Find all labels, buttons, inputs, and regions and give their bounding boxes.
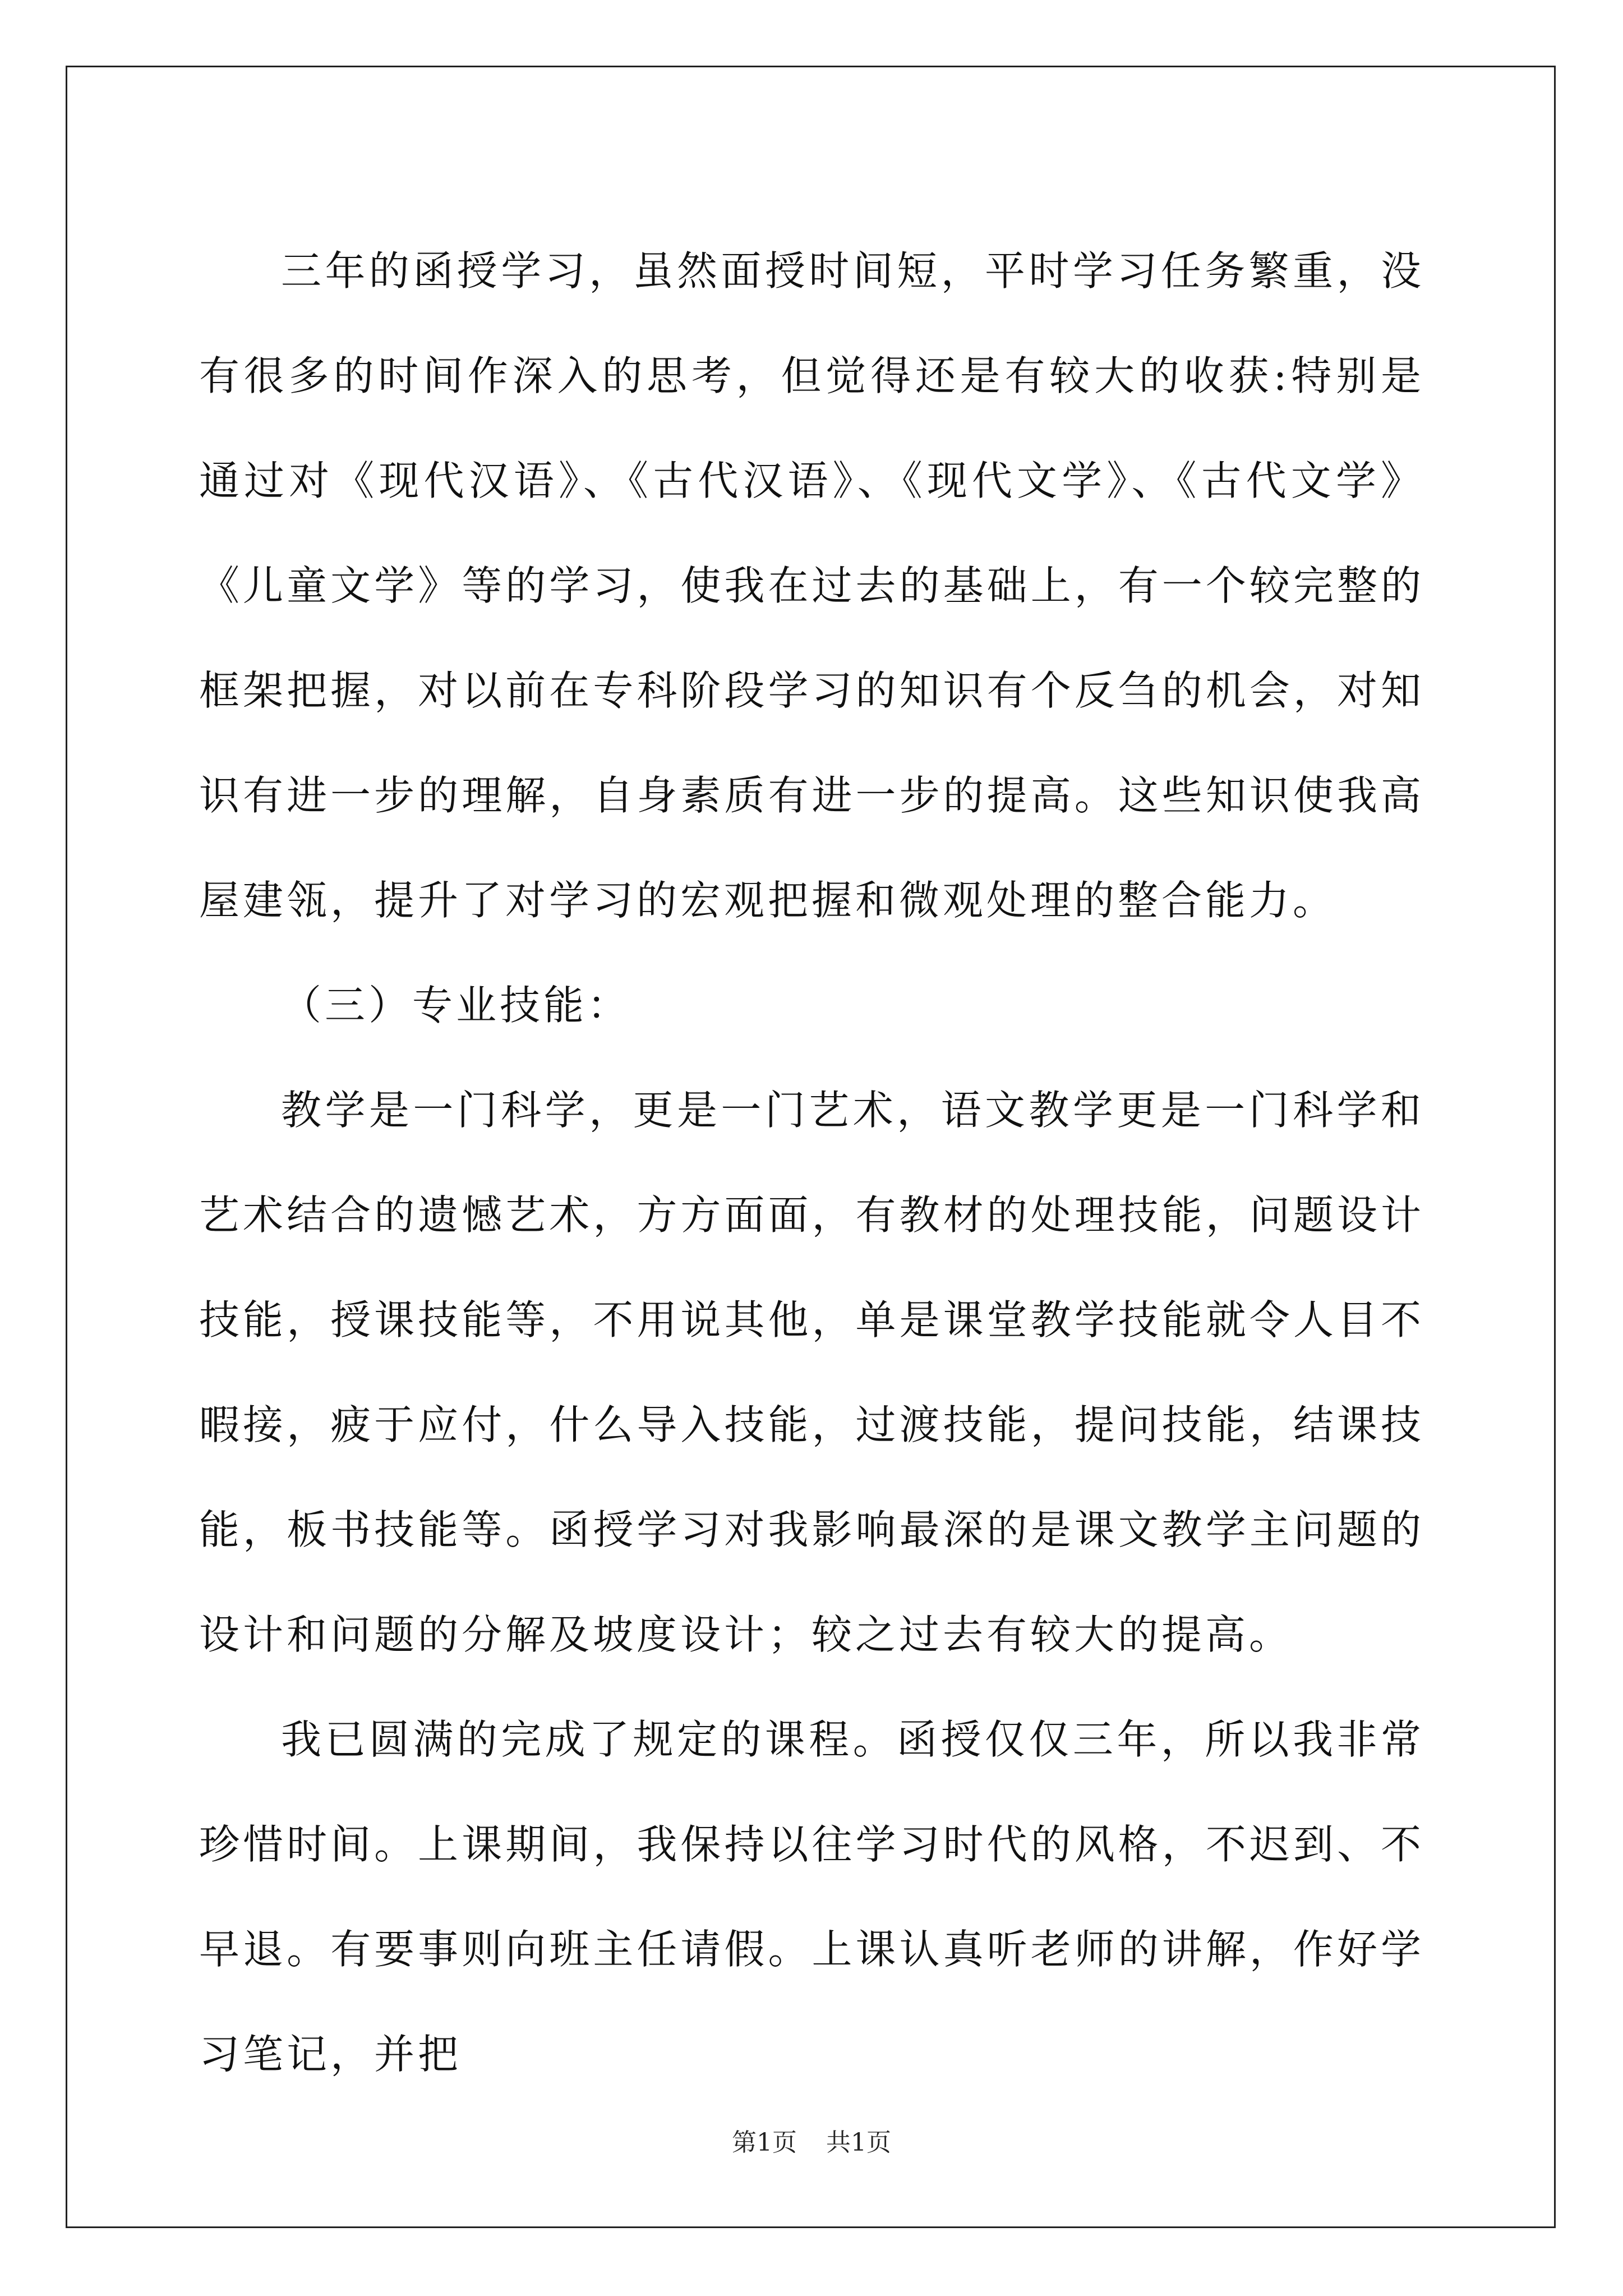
page-number-total: 共1页 [826,2128,891,2157]
page-footer [0,2126,1623,2160]
paragraph-study-gains: 三年的函授学习，虽然面授时间短，平时学习任务繁重，没有很多的时间作深入的思考，但觉得还是有较大的收获:特别是通过对《现代汉语》、《古代汉语》、《现代文学》、《古代文学》《儿童文学》等的学习，使我在过去的基础上，有一个较完整的框架把握，对以前在专科阶段学习的知识有个反刍的机会，对知识有进一步的理解，自身素质有进一步的提高。这些知识使我高屋建瓴，提升了对学习的宏观把握和微观处理的整合能力。 [199,247,1424,924]
paragraph-teaching-skills: 教学是一门科学，更是一门艺术，语文教学更是一门科学和艺术结合的遗憾艺术，方方面面，有教材的处理技能，问题设计技能，授课技能等，不用说其他，单是课堂教学技能就令人目不暇接，疲于应付，什么导入技能，过渡技能，提问技能，结课技能，板书技能等。函授学习对我影响最深的是课文教学主问题的设计和问题的分解及坡度设计；较之过去有较大的提高。 [199,1087,1424,1658]
document-body [199,219,1424,2107]
paragraph-course-completion: 我已圆满的完成了规定的课程。函授仅仅三年，所以我非常珍惜时间。上课期间，我保持以往学习时代的风格，不迟到、不早退。有要事则向班主任请假。上课认真听老师的讲解，作好学习笔记，并把 [199,1716,1424,2078]
section-heading-professional-skills: （三）专业技能： [281,982,631,1029]
page-number-current: 第1页 [732,2128,797,2157]
